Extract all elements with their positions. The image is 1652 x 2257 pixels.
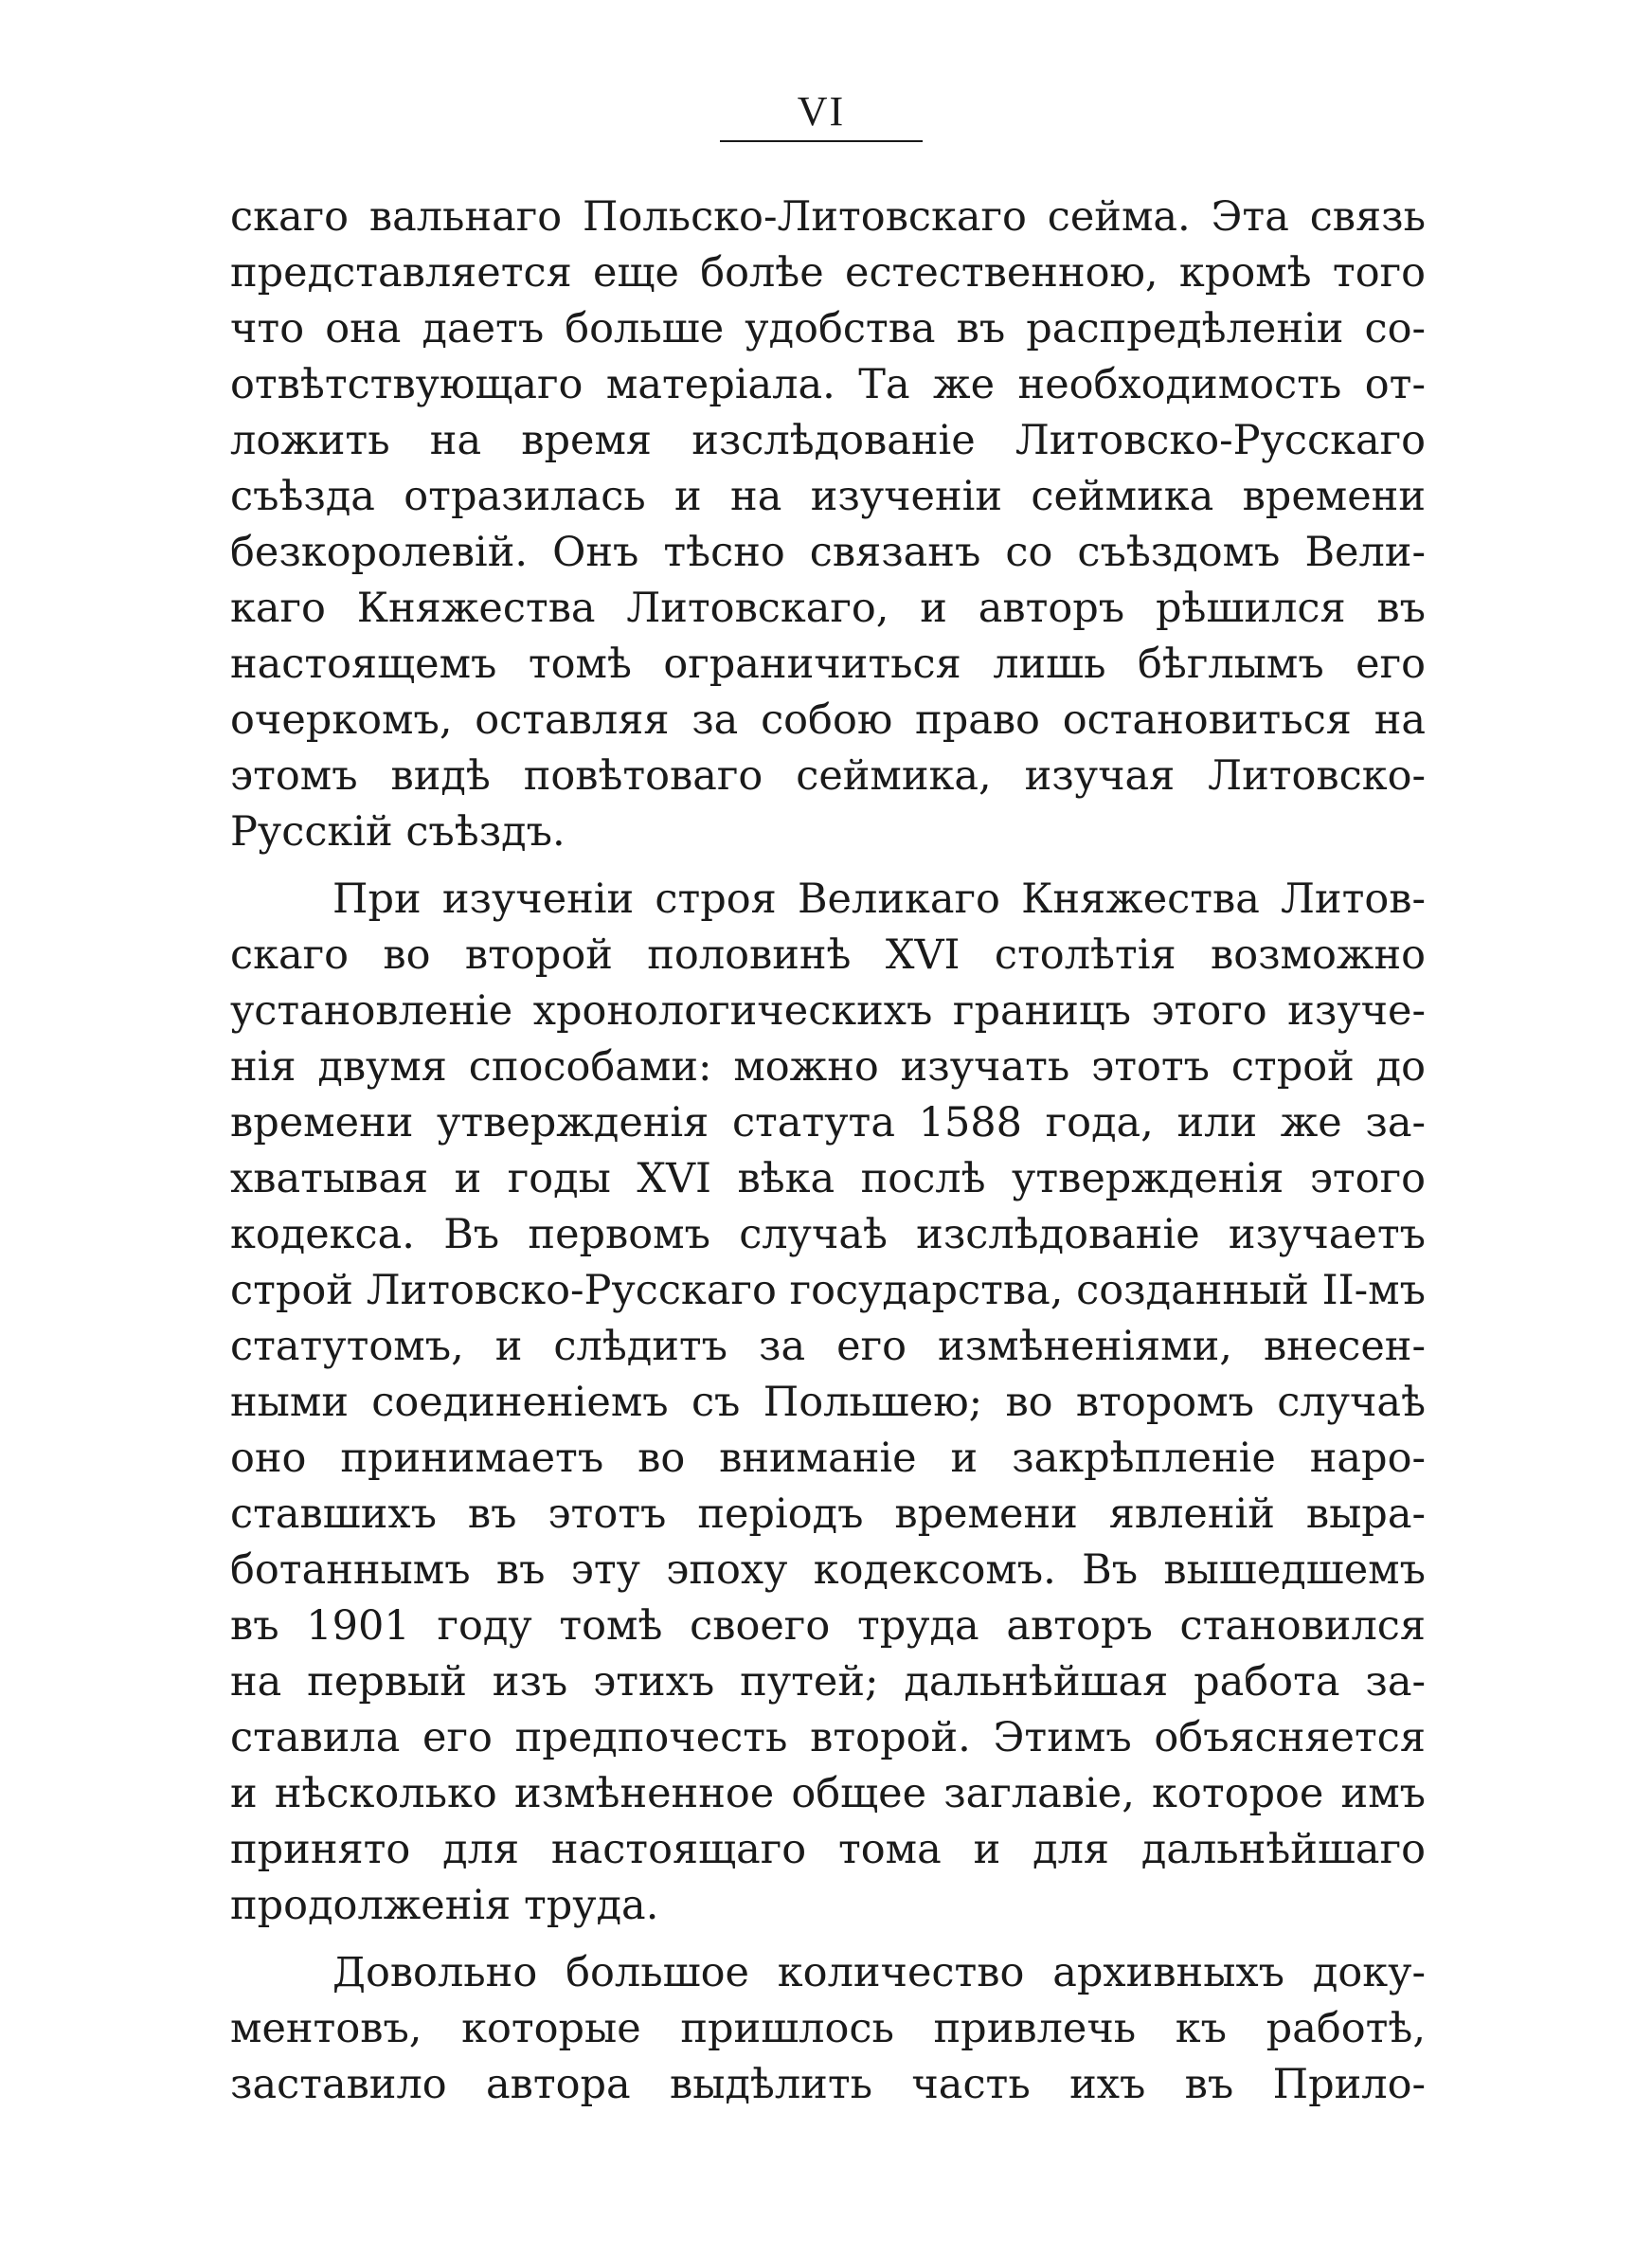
body-text — [230, 190, 1426, 2113]
text-line: безкоролевій. Онъ тѣсно связанъ со съѣздомъ Вели- — [230, 529, 1426, 576]
text-line: отвѣтствующаго матеріала. Та же необходимость от- — [230, 361, 1426, 408]
text-line: скаго вальнаго Польско-Литовскаго сейма. Эта связь — [230, 193, 1426, 241]
text-line: оно принимаетъ во вниманіе и закрѣпленіе наро- — [230, 1435, 1426, 1482]
text-line: скаго во второй половинѣ XVI столѣтія возможно — [230, 931, 1426, 979]
text-line: Довольно большое количество архивныхъ доку- — [332, 1949, 1426, 1996]
text-line: установленіе хронологическихъ границъ этого изуче- — [230, 987, 1426, 1035]
text-line: кодекса. Въ первомъ случаѣ изслѣдованіе изучаетъ — [230, 1211, 1426, 1258]
text-line: принято для настоящаго тома и для дальнѣйшаго — [230, 1826, 1426, 1873]
text-line: При изученіи строя Великаго Княжества Литов- — [332, 876, 1426, 923]
text-line: строй Литовско-Русскаго государства, созданный II-мъ — [230, 1267, 1426, 1314]
text-line: каго Княжества Литовскаго, и авторъ рѣшился въ — [230, 585, 1426, 632]
text-line: времени утвержденія статута 1588 года, или же за- — [230, 1099, 1426, 1147]
text-line: ставшихъ въ этотъ періодъ времени явленій выра- — [230, 1490, 1426, 1538]
text-line: что она даетъ больше удобства въ распредѣленіи со- — [230, 305, 1426, 352]
text-line: ментовъ, которые пришлось привлечь къ работѣ, — [230, 2005, 1426, 2052]
text-line: заставило автора выдѣлить часть ихъ въ Прило- — [230, 2061, 1426, 2108]
text-line: на первый изъ этихъ путей; дальнѣйшая работа за- — [230, 1658, 1426, 1706]
text-line: и нѣсколько измѣненное общее заглавіе, которое имъ — [230, 1770, 1426, 1817]
page-header — [720, 87, 923, 142]
text-line: въ 1901 году томѣ своего труда авторъ становился — [230, 1602, 1426, 1650]
page-number: VI — [797, 88, 846, 135]
text-line: ными соединеніемъ съ Польшею; во второмъ случаѣ — [230, 1379, 1426, 1426]
header-rule — [720, 140, 923, 142]
text-line: статутомъ, и слѣдитъ за его измѣненіями, внесен- — [230, 1323, 1426, 1370]
text-line: продолженія труда. — [230, 1882, 659, 1929]
paragraph-3 — [230, 1945, 1426, 2113]
paragraph-1 — [230, 190, 1426, 860]
text-line: представляется еще болѣе естественною, кромѣ того — [230, 249, 1426, 297]
text-line: очеркомъ, оставляя за собою право остановиться на — [230, 696, 1426, 744]
paragraph-gap — [230, 860, 1426, 872]
text-line: Русскій съѣздъ. — [230, 808, 566, 856]
text-line: хватывая и годы XVI вѣка послѣ утвержденія этого — [230, 1155, 1426, 1202]
text-line: ботаннымъ въ эту эпоху кодексомъ. Въ вышедшемъ — [230, 1546, 1426, 1594]
text-line: съѣзда отразилась и на изученіи сеймика времени — [230, 473, 1426, 520]
text-line: ставила его предпочесть второй. Этимъ объясняется — [230, 1714, 1426, 1761]
text-line: настоящемъ томѣ ограничиться лишь бѣглымъ его — [230, 641, 1426, 688]
paragraph-2 — [230, 872, 1426, 1934]
text-line: этомъ видѣ повѣтоваго сеймика, изучая Литовско- — [230, 752, 1426, 800]
text-line: ложить на время изслѣдованіе Литовско-Русскаго — [230, 417, 1426, 464]
paragraph-gap — [230, 1934, 1426, 1945]
text-line: нія двумя способами: можно изучать этотъ строй до — [230, 1043, 1426, 1091]
